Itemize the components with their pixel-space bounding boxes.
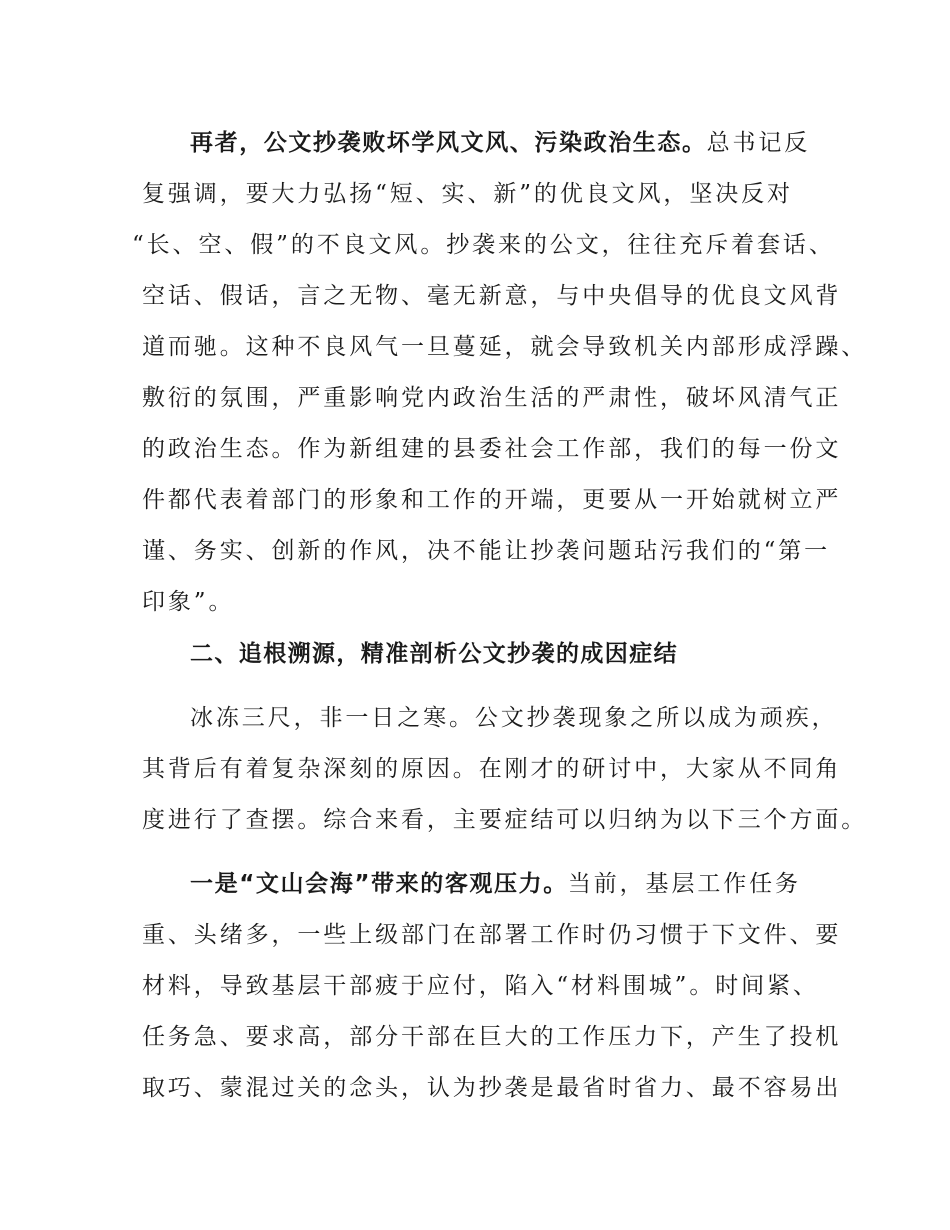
paragraph-3-line-5: 取巧、蒙混过关的念头，认为抄袭是最省时省力、最不容易出 — [142, 1075, 842, 1101]
paragraph-1-line-8: 件都代表着部门的形象和工作的开端，更要从一开始就树立严 — [142, 487, 842, 513]
paragraph-1-text: 总书记反 — [706, 130, 811, 156]
paragraph-3-line-4: 任务急、要求高，部分干部在巨大的工作压力下，产生了投机 — [142, 1024, 842, 1050]
paragraph-2-line-3: 度进行了查摆。综合来看，主要症结可以归纳为以下三个方面。 — [142, 807, 868, 833]
paragraph-1-line-10: 印象”。 — [142, 589, 235, 615]
paragraph-1-line-2: 复强调，要大力弘扬“短、实、新”的优良文风，坚决反对 — [142, 181, 793, 207]
paragraph-1-lead: 再者，公文抄袭败坏学风文风、污染政治生态。 — [190, 130, 707, 156]
paragraph-3-text: 当前，基层工作任务 — [567, 871, 801, 897]
paragraph-1-line-9: 谨、务实、创新的作风，决不能让抄袭问题玷污我们的“第一 — [142, 538, 831, 564]
paragraph-3-lead: 一是“文山会海”带来的客观压力。 — [190, 871, 568, 897]
paragraph-1-line-3: “长、空、假”的不良文风。抄袭来的公文，往往充斥着套话、 — [132, 232, 835, 258]
paragraph-3-line-2: 重、头绪多，一些上级部门在部署工作时仍习惯于下文件、要 — [142, 922, 842, 948]
paragraph-1-line-5: 道而驰。这种不良风气一旦蔓延，就会导致机关内部形成浮躁、 — [142, 334, 868, 360]
section-heading-2: 二、追根溯源，精准剖析公文抄袭的成因症结 — [190, 641, 678, 667]
paragraph-2-line-2: 其背后有着复杂深刻的原因。在刚才的研讨中，大家从不同角 — [142, 756, 842, 782]
paragraph-1-line-6: 敷衍的氛围，严重影响党内政治生活的严肃性，破坏风清气正 — [142, 385, 842, 411]
paragraph-3-line-3: 材料，导致基层干部疲于应付，陷入“材料围城”。时间紧、 — [142, 973, 819, 999]
paragraph-1-line-1 — [190, 118, 810, 169]
paragraph-1-line-4: 空话、假话，言之无物、毫无新意，与中央倡导的优良文风背 — [142, 283, 842, 309]
paragraph-1-line-7: 的政治生态。作为新组建的县委社会工作部，我们的每一份文 — [142, 436, 842, 462]
paragraph-2-line-1: 冰冻三尺，非一日之寒。公文抄袭现象之所以成为顽疾， — [190, 705, 838, 731]
paragraph-3-line-1 — [190, 859, 801, 910]
